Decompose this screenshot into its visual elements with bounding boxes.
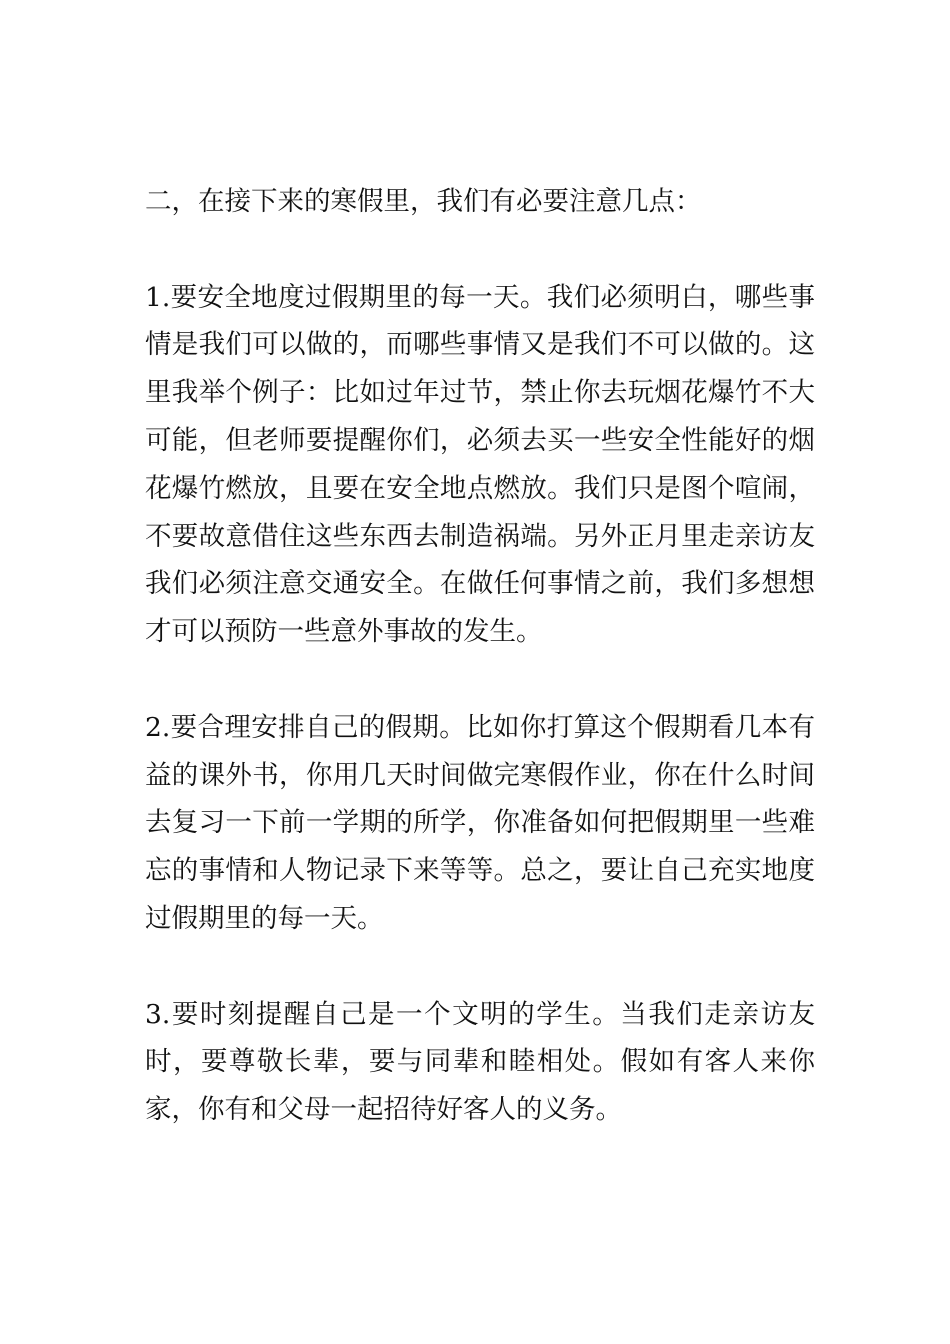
paragraph-point-3: 3.要时刻提醒自己是一个文明的学生。当我们走亲访友时，要尊敬长辈，要与同辈和睦相处。假如有客人来你家，你有和父母一起招待好客人的义务。 [145, 998, 815, 1126]
document-body [145, 178, 815, 1134]
section-heading: 二，在接下来的寒假里，我们有必要注意几点： [145, 186, 702, 217]
paragraph-point-2: 2.要合理安排自己的假期。比如你打算这个假期看几本有益的课外书，你用几天时间做完寒假作业，你在什么时间去复习一下前一学期的所学，你准备如何把假期里一些难忘的事情和人物记录下来等等。总之，要让自己充实地度过假期里的每一天。 [145, 711, 815, 934]
paragraph-point-1: 1.要安全地度过假期里的每一天。我们必须明白，哪些事情是我们可以做的，而哪些事情又是我们不可以做的。这里我举个例子：比如过年过节，禁止你去玩烟花爆竹不大可能，但老师要提醒你们，必须去买一些安全性能好的烟花爆竹燃放，且要在安全地点燃放。我们只是图个喧闹，不要故意借住这些东西去制造祸端。另外正月里走亲访友我们必须注意交通安全。在做任何事情之前，我们多想想才可以预防一些意外事故的发生。 [145, 281, 815, 648]
